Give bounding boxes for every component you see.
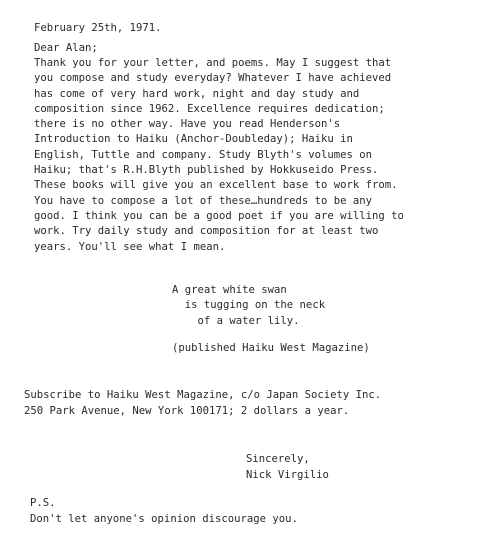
signature: Nick Virgilio (246, 468, 329, 481)
letter-closing (246, 452, 329, 483)
ps-text: Don't let anyone's opinion discourage you. (30, 512, 298, 525)
body-line: there is no other way. Have you read Henderson's (34, 118, 341, 131)
body-line: good. I think you can be a good poet if you are willing to (34, 209, 404, 222)
body-line: you compose and study everyday? Whatever I have achieved (34, 72, 392, 85)
letter-date: February 25th, 1971. (34, 22, 162, 34)
haiku-line: of a water lily. (172, 314, 300, 327)
body-line: years. You'll see what I mean. (34, 240, 226, 253)
body-line: Haiku; that's R.H.Blyth published by Hokkuseido Press. (34, 164, 379, 177)
body-line: Introduction to Haiku (Anchor-Doubleday); Haiku in (34, 133, 353, 146)
body-line: You have to compose a lot of these…hundreds to be any (34, 194, 373, 207)
subscribe-line: 250 Park Avenue, New York 100171; 2 dollars a year. (24, 404, 350, 417)
body-line: English, Tuttle and company. Study Blyth's volumes on (34, 148, 373, 161)
letter-body (34, 56, 484, 255)
haiku-poem (172, 283, 325, 329)
subscribe-notice (24, 388, 381, 419)
body-line: composition since 1962. Excellence requires dedication; (34, 102, 385, 115)
haiku-line: A great white swan (172, 284, 287, 296)
haiku-note: (published Haiku West Magazine) (172, 342, 370, 354)
body-line: Thank you for your letter, and poems. May I suggest that (34, 57, 392, 69)
postscript (30, 496, 298, 527)
body-line: work. Try daily study and composition for at least two (34, 225, 379, 238)
ps-label: P.S. (30, 497, 56, 509)
closing-text: Sincerely, (246, 453, 310, 465)
subscribe-line: Subscribe to Haiku West Magazine, c/o Japan Society Inc. (24, 389, 382, 401)
body-line: These books will give you an excellent base to work from. (34, 179, 398, 192)
haiku-line: is tugging on the neck (172, 299, 326, 312)
letter-salutation: Dear Alan; (34, 42, 98, 54)
body-line: has come of very hard work, night and day study and (34, 87, 360, 100)
